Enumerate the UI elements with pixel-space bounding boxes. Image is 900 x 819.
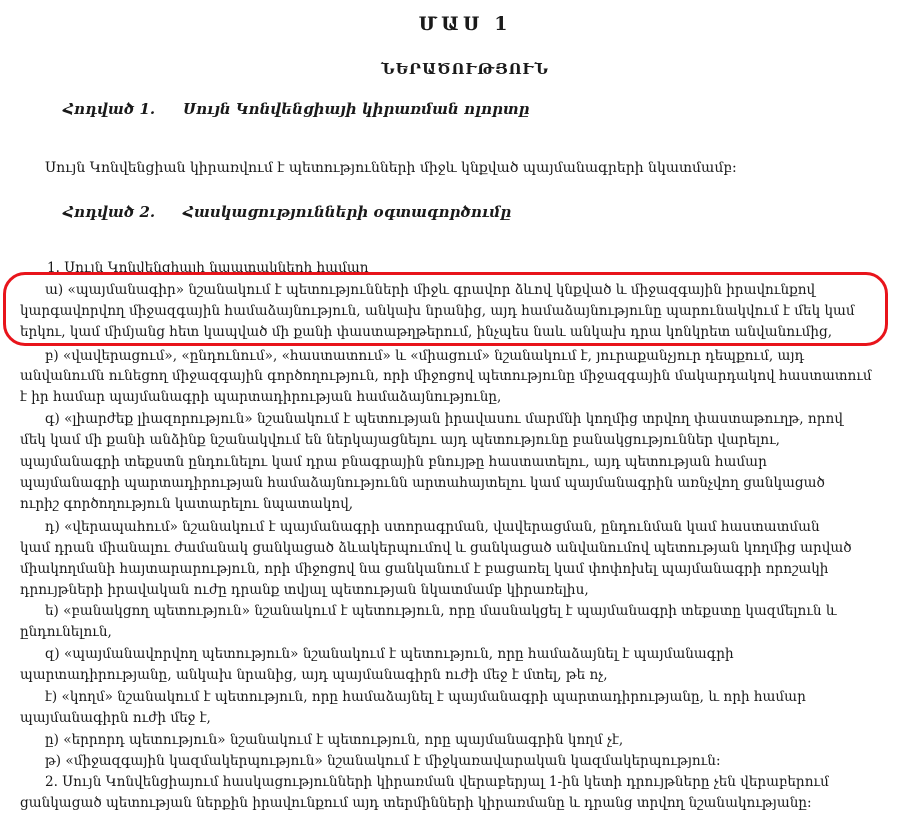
part-title: ՄԱՍ 1	[418, 13, 512, 35]
text-line: կամ դրան միանալու ժամանակ ցանկացած ձևակերպումով և ցանկացած անվանումով պետության կողմից արված	[20, 540, 852, 556]
clause-2-text: 2. Սույն Կոնվենցիայում հասկացությունների կիրառման վերաբերյալ 1-ին կետի դրույթները չեն վերաբերում	[45, 774, 829, 790]
text-line: կարգավորվող միջազգային համաձայնություն, անկախ նրանից, այդ համաձայնությունը պարունակվում է մեկ կամ	[20, 303, 855, 319]
text-line: անվանումն ունեցող միջազգային գործողություն, որի միջոցով պետությունը միջազգային մակարդակով հաստատում	[20, 368, 872, 384]
text-line: դրույթների իրավական ուժը դրանք տվյալ պետության նկատմամբ կիրառելիս,	[20, 582, 589, 598]
article-1-text: Սույն Կոնվենցիան կիրառվում է պետությունների միջև կնքված պայմանագրերի նկատմամբ։	[45, 160, 737, 176]
text-line: ը) «երրորդ պետություն» նշանակում է պետություն, որը պայմանագրին կողմ չէ,	[45, 732, 624, 748]
article-2-name: Հասկացությունների օգտագործումը	[183, 203, 512, 221]
text-line: պայմանագիրն ուժի մեջ է,	[20, 710, 211, 726]
text-line: պարտադիրությանը, անկախ նրանից, այդ պայմանագիրն ուժի մեջ է մտել, թե ոչ,	[20, 667, 608, 683]
text-line: պայմանագրի տեքստն ընդունելու կամ դրա բնագրային բնույթը հաստատելու, այդ պետության համար	[20, 454, 767, 470]
text-line: երկու, կամ միմյանց հետ կապված մի քանի փաստաթղթերում, ինչպես նաև անկախ դրա կոնկրետ անվանումից,	[20, 324, 833, 340]
article-2-number: Հոդված 2.	[63, 203, 156, 221]
article-1-name: Սույն Կոնվենցիայի կիրառման ոլորտը	[183, 100, 530, 118]
text-line: բ) «վավերացում», «ընդունում», «հաստատում» և «միացում» նշանակում է, յուրաքանչյուր դեպքում, այդ	[45, 348, 805, 364]
text-line: ցանկացած պետության ներքին իրավունքում այդ տերմինների կիրառմանը և դրանց տրվող նշանակությանը։	[20, 795, 812, 811]
text-line: զ) «պայմանավորվող պետություն» նշանակում է պետություն, որը համաձայնել է պայմանագրի	[45, 646, 734, 662]
text-line: գ) «լիարժեք լիազորություն» նշանակում է պետության իրավասու մարմնի կողմից տրվող փաստաթուղթ, որով	[45, 411, 843, 427]
text-line: դ) «վերապահում» նշանակում է պայմանագրի ստորագրման, վավերացման, ընդունման կամ հաստատման	[45, 519, 820, 535]
text-line: ուրիշ գործողություն կատարելու նպատակով,	[20, 496, 354, 512]
text-line: է) «կողմ» նշանակում է պետություն, որը համաձայնել է պայմանագրի պարտադիրությանը, և որի համար	[45, 689, 806, 705]
text-line: ե) «բանակցող պետություն» նշանակում է պետություն, որը մասնակցել է պայմանագրի տեքստը կազմելուն և	[45, 603, 837, 619]
text-line: մեկ կամ մի քանի անձինք նշանակվում են ներկայացնելու այդ պետությունը բանակցություններ վարելու,	[20, 432, 780, 448]
text-line: պայմանագրի պարտադիրության համաձայնությունն արտահայտելու կամ պայմանագրին առնչվող ցանկացած	[20, 475, 825, 491]
section-title: ՆԵՐԱԾՈՒԹՅՈՒՆ	[380, 60, 550, 78]
clause-1-intro: 1. Սույն Կոնվենցիայի նպատակների համար	[47, 260, 369, 276]
text-line: ընդունելուն,	[20, 624, 112, 640]
text-line: միակողմանի հայտարարություն, որի միջոցով նա ցանկանում է բացառել կամ փոփոխել պայմանագրի որոշակի	[20, 561, 829, 577]
text-line: է իր համար պայմանագրի պարտադիրության համաձայնությունը,	[20, 389, 502, 405]
text-line: ա) «պայմանագիր» նշանակում է պետությունների միջև գրավոր ձևով կնքված և միջազգային իրավունքով	[45, 282, 816, 298]
article-1-number: Հոդված 1.	[63, 100, 156, 118]
text-line: թ) «միջազգային կազմակերպություն» նշանակում է միջկառավարական կազմակերպություն։	[45, 753, 721, 769]
